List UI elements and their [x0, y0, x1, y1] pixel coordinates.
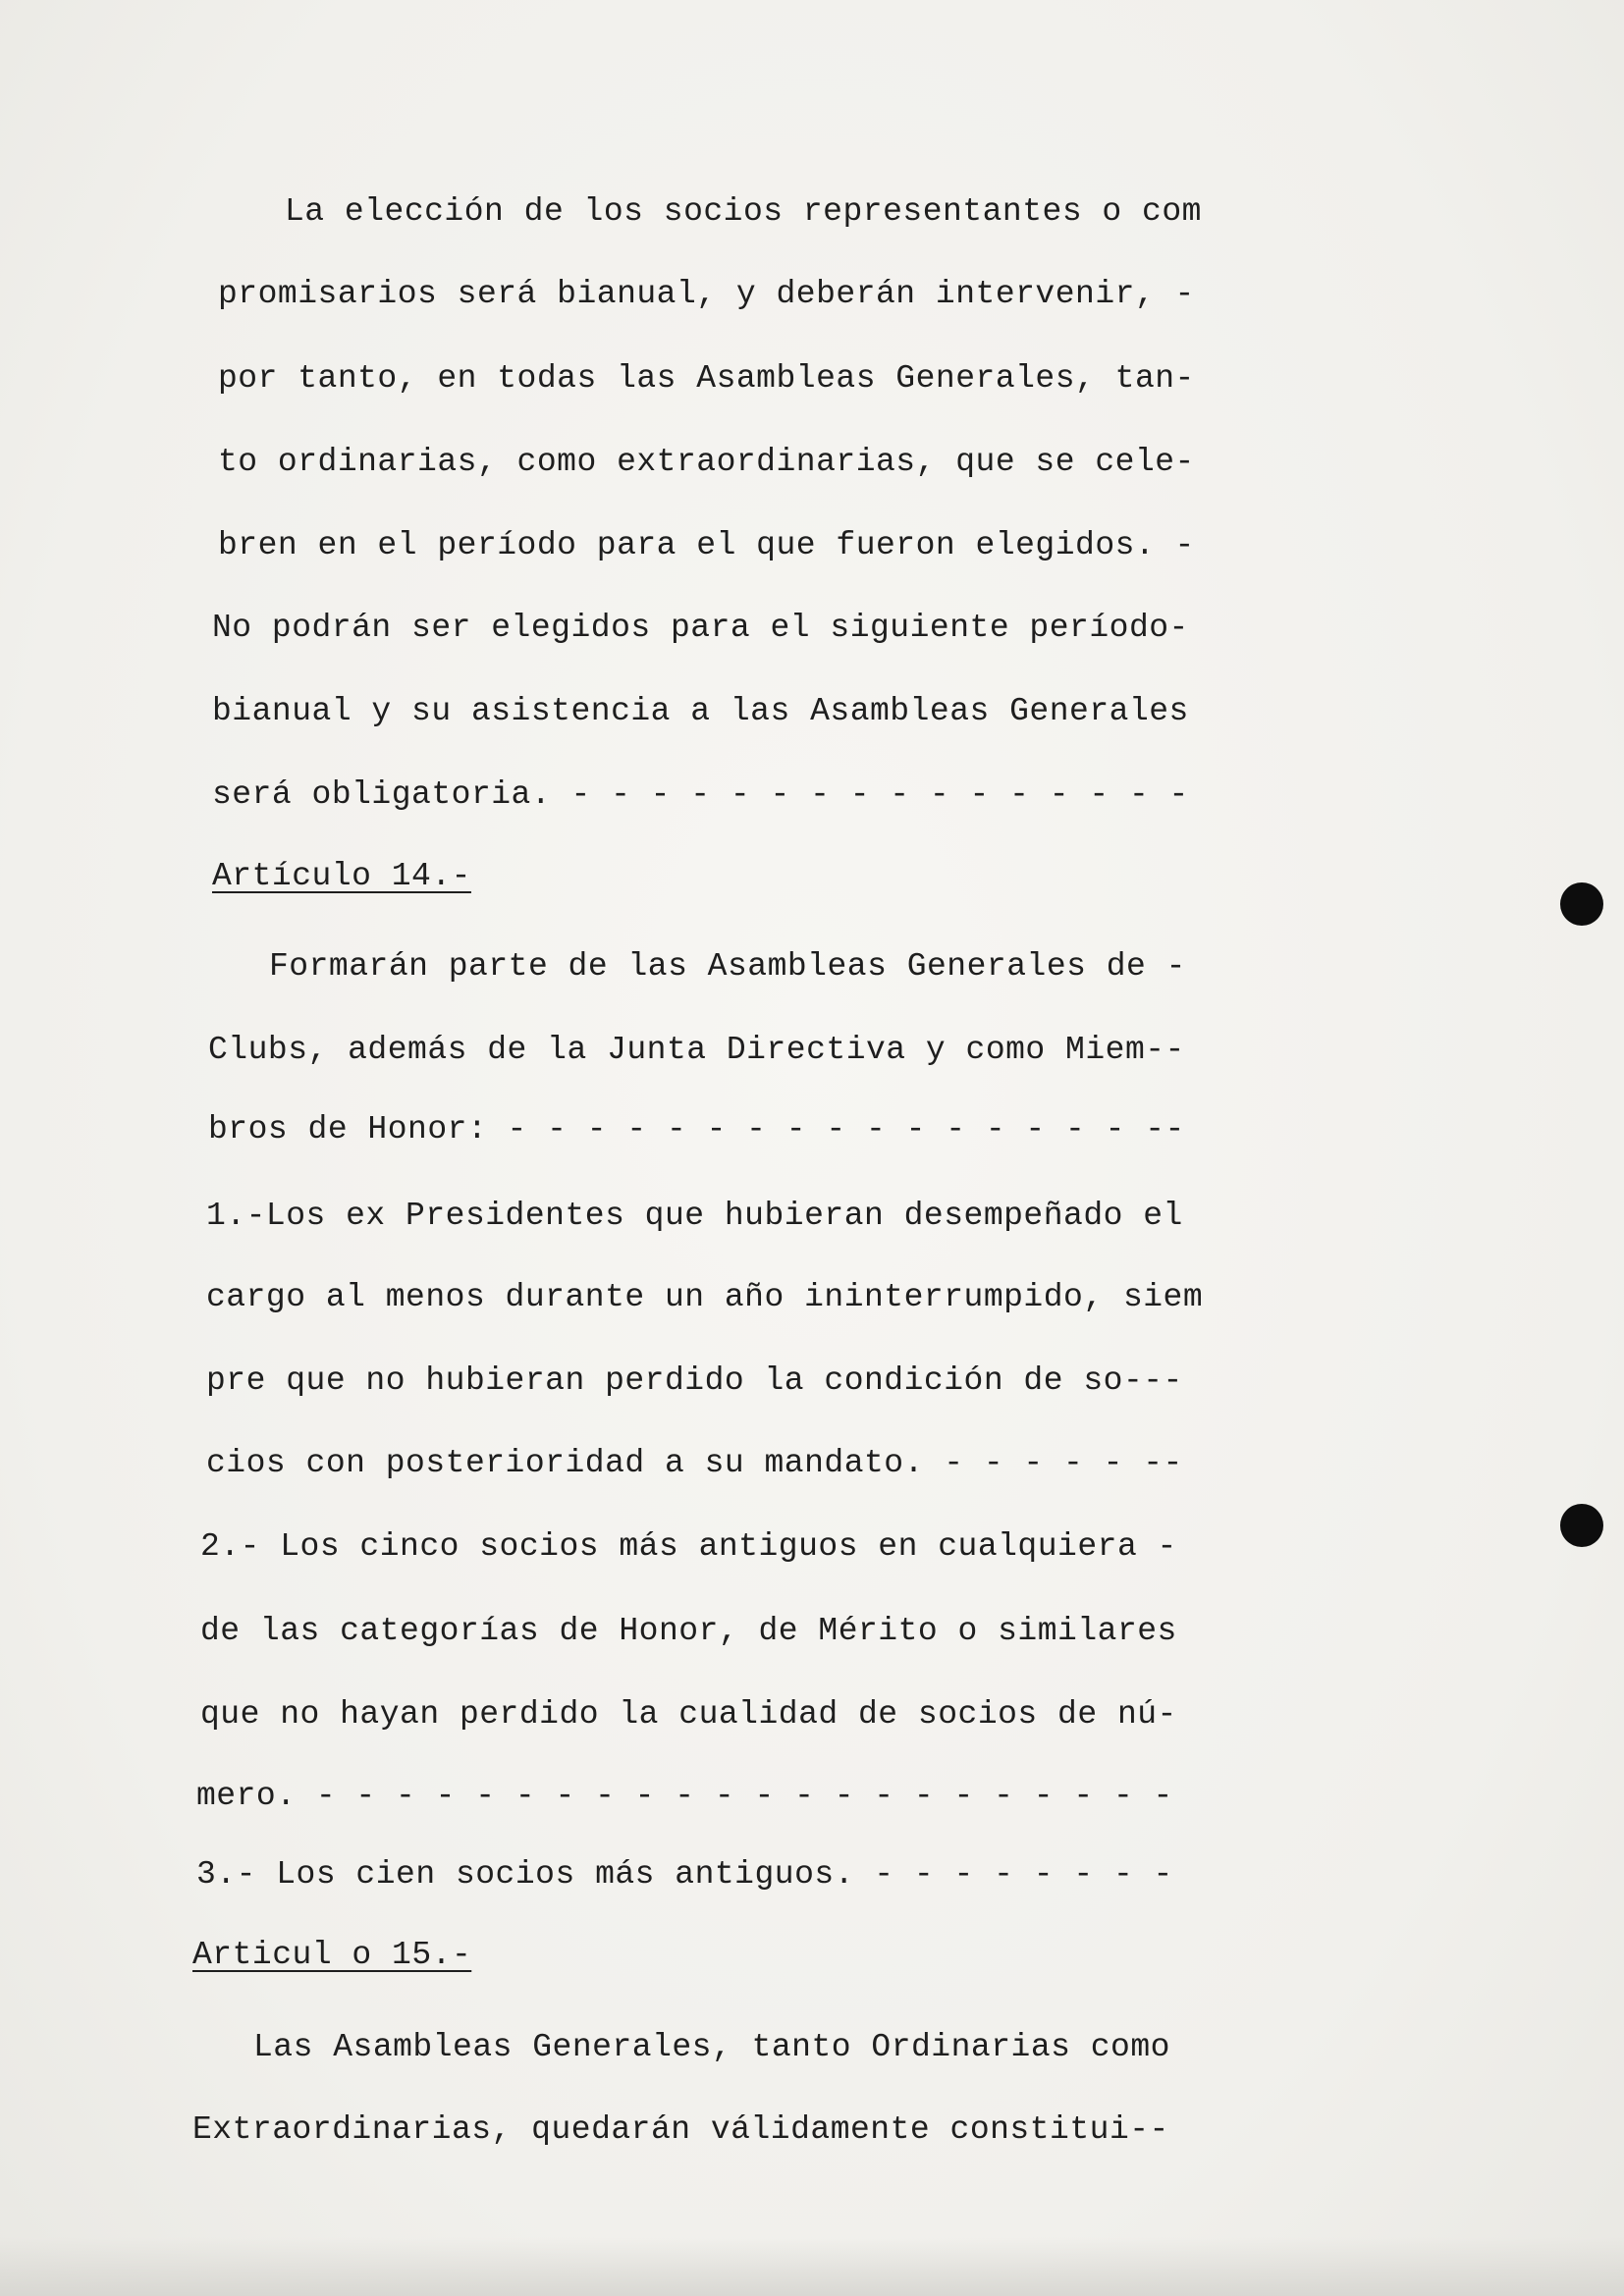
- text-line: Extraordinarias, quedarán válidamente constitui--: [192, 2111, 1169, 2148]
- text-line: bren en el período para el que fueron elegidos. -: [218, 527, 1195, 563]
- text-line: Clubs, además de la Junta Directiva y como Miem--: [208, 1032, 1185, 1068]
- text-line: Formarán parte de las Asambleas Generales de -: [269, 948, 1186, 985]
- text-line: pre que no hubieran perdido la condición de so---: [206, 1362, 1183, 1399]
- text-line: cios con posterioridad a su mandato. - - - - - --: [206, 1445, 1183, 1481]
- text-line: bianual y su asistencia a las Asambleas Generales: [212, 693, 1189, 729]
- text-line: bros de Honor: - - - - - - - - - - - - - - - - --: [208, 1111, 1185, 1148]
- text-line: cargo al menos durante un año ininterrumpido, siem: [206, 1279, 1204, 1315]
- text-line: to ordinarias, como extraordinarias, que se cele-: [218, 444, 1195, 480]
- punch-hole: [1560, 1504, 1603, 1547]
- text-line: Las Asambleas Generales, tanto Ordinarias como: [253, 2029, 1170, 2065]
- text-line: que no hayan perdido la cualidad de socios de nú-: [200, 1696, 1177, 1733]
- text-line: de las categorías de Honor, de Mérito o similares: [200, 1613, 1177, 1649]
- article-heading: Artículo 14.-: [212, 858, 471, 894]
- text-line: será obligatoria. - - - - - - - - - - - - - - - -: [212, 776, 1189, 813]
- text-line: por tanto, en todas las Asambleas Generales, tan-: [218, 360, 1195, 397]
- text-line: 3.- Los cien socios más antiguos. - - - - - - - -: [196, 1856, 1173, 1893]
- page-edge: [0, 2237, 1624, 2296]
- text-line: mero. - - - - - - - - - - - - - - - - - - - - - -: [196, 1778, 1173, 1814]
- article-heading: Articul o 15.-: [192, 1937, 472, 1973]
- text-line: 1.-Los ex Presidentes que hubieran desempeñado el: [206, 1198, 1183, 1234]
- text-line: 2.- Los cinco socios más antiguos en cualquiera -: [200, 1528, 1177, 1565]
- text-line: promisarios será bianual, y deberán intervenir, -: [218, 276, 1195, 312]
- text-line: No podrán ser elegidos para el siguiente período-: [212, 610, 1189, 646]
- text-line: La elección de los socios representantes o com: [285, 193, 1202, 230]
- punch-hole: [1560, 882, 1603, 926]
